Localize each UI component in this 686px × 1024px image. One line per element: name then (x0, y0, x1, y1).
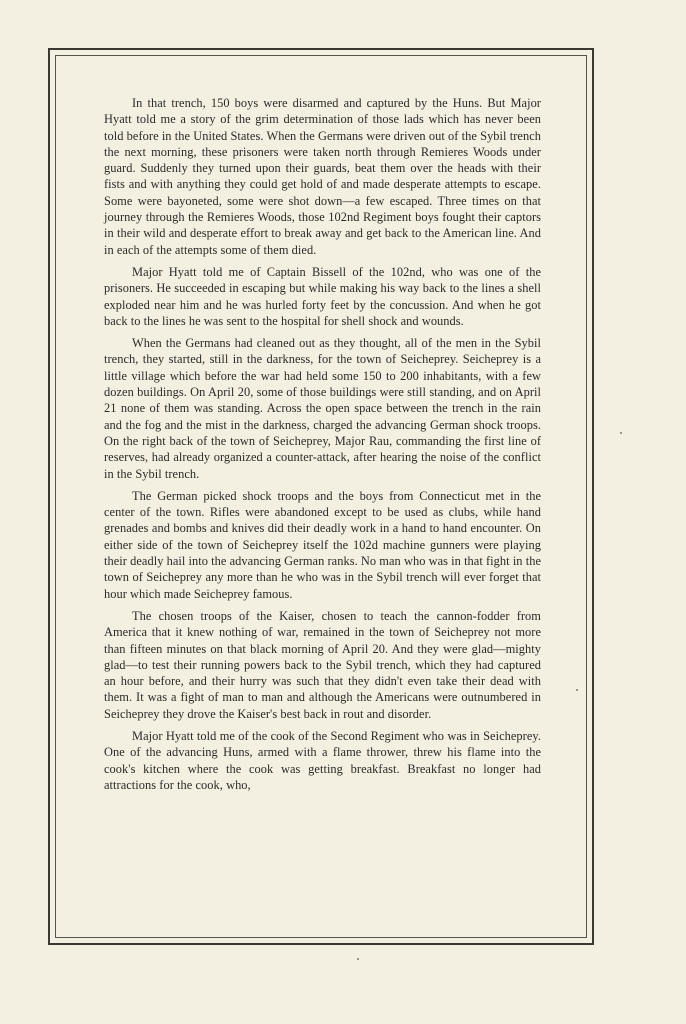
paragraph: The chosen troops of the Kaiser, chosen to teach the cannon-fodder from America that it knew nothing of war, remained in the town of Seicheprey not more than fifteen minutes on that black morning of April 20. And they were glad—mighty glad—to test their running powers back to the Sybil trench, which they had captured an hour before, and their hurry was such that they didn't even take their dead with them. It was a fight of man to man and although the Americans were outnumbered in Seicheprey they drove the Kaiser's best back in rout and disorder. (104, 608, 541, 721)
speck (620, 432, 622, 434)
paragraph: Major Hyatt told me of Captain Bissell of the 102nd, who was one of the prisoners. He succeeded in escaping but while making his way back to the lines a shell exploded near him and he was hurled forty feet by the concussion. And when he got back to the lines he was sent to the hospital for shell shock and wounds. (104, 264, 541, 328)
paragraph: When the Germans had cleaned out as they thought, all of the men in the Sybil trench, they started, still in the darkness, for the town of Seicheprey. Seicheprey is a little village which before the war had held some 150 to 200 inhabitants, with a few dozen buildings. On April 20, some of those buildings were still standing, and on April 21 none of them was standing. Across the open space between the trench in the rain and the fog and the mist in the darkness, charged the advancing German shock troops. On the right back of the town of Seicheprey, Major Rau, commanding the first line of reserves, had already organized a counter-attack, after hearing the noise of the conflict in the Sybil trench. (104, 336, 541, 481)
speck (357, 958, 359, 960)
speck (576, 689, 578, 691)
page-text (104, 95, 541, 799)
paragraph: The German picked shock troops and the boys from Connecticut met in the center of the town. Rifles were abandoned except to be used as clubs, while hand grenades and bombs and knives did their deadly work in a hand to hand encounter. On either side of the town of Seicheprey itself the 102d machine gunners were playing their deadly hail into the advancing German ranks. No man who was in that fight in the town of Seicheprey any more than he who was in the Sybil trench will ever forget that hour which made Seicheprey famous. (104, 488, 541, 601)
paragraph: In that trench, 150 boys were disarmed and captured by the Huns. But Major Hyatt told me a story of the grim determination of those lads which has never been told before in the United States. When the Germans were driven out of the Sybil trench the next morning, these prisoners were taken north through Remieres Woods under guard. Suddenly they turned upon their guards, beat them over the heads with their fists and with anything they could get hold of and made desperate attempts to escape. Some were bayoneted, some were shot down—a few escaped. Three times on that journey through the Remieres Woods, those 102nd Regiment boys fought their captors in their wild and desperate effort to break away and get back to the American line. And in each of the attempts some of them died. (104, 96, 541, 257)
paragraph: Major Hyatt told me of the cook of the Second Regiment who was in Seicheprey. One of the advancing Huns, armed with a flame thrower, threw his flame into the cook's kitchen where the cook was getting breakfast. Breakfast no longer had attractions for the cook, who, (104, 728, 541, 792)
